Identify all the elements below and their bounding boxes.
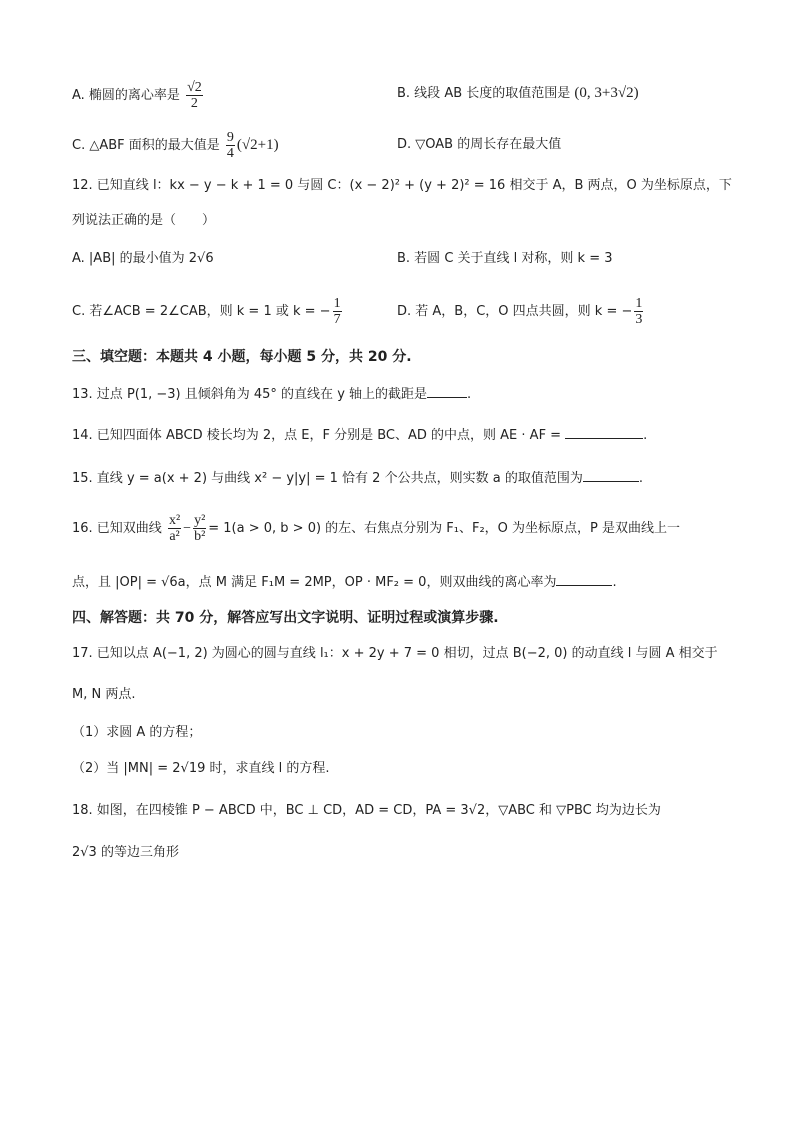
- q11-b-value: (0, 3+3√2): [574, 85, 639, 101]
- section-4-heading: 四、解答题：共 70 分，解答应写出文字说明、证明过程或演算步骤.: [72, 610, 499, 626]
- q16-y-num: y²: [194, 513, 206, 528]
- q18-line2: 2√3 的等边三角形: [72, 845, 179, 860]
- q17-line1: 17. 已知以点 A(−1, 2) 为圆心的圆与直线 l₁：x + 2y + 7 = 0 相切，过点 B(−2, 0) 的动直线 l 与圆 A 相交于: [72, 646, 718, 661]
- q11-a-fraction-den: 2: [190, 96, 198, 111]
- q11-option-b: [397, 84, 639, 103]
- q11-option-b-text: B. 线段 AB 长度的取值范围是: [397, 86, 571, 101]
- q11-option-c: [72, 130, 279, 161]
- q14-text: 14. 已知四面体 ABCD 棱长均为 2，点 E，F 分别是 BC、AD 的中点，则 AE · AF =: [72, 428, 562, 443]
- q16-answer-blank: [556, 572, 612, 586]
- q14: 14. 已知四面体 ABCD 棱长均为 2，点 E，F 分别是 BC、AD 的中点，则 AE · AF = .: [72, 425, 647, 445]
- q13: 13. 过点 P(1, −3) 且倾斜角为 45° 的直线在 y 轴上的截距是 .: [72, 384, 471, 404]
- q16-x-den: a²: [169, 529, 180, 544]
- q12-option-b: B. 若圆 C 关于直线 l 对称，则 k = 3: [397, 251, 613, 266]
- q17-part1: （1）求圆 A 的方程；: [72, 725, 202, 740]
- q16-y-den: b²: [194, 529, 206, 544]
- q12-c-fraction-num: 1: [333, 296, 341, 311]
- q15-text: 15. 直线 y = a(x + 2) 与曲线 x² − y|y| = 1 恰有 2 个公共点，则实数 a 的取值范围为: [72, 471, 583, 486]
- q11-option-a: [72, 80, 205, 111]
- q16-x-num: x²: [168, 513, 181, 528]
- q16-line1: 16. 已知双曲线 $\frac{\text{x²}}{\text{a²}}$ − $\frac{\text{y²}}{\text{b²}}$ = 1(a > 0, b > 0) 的左、右焦点分别为 F₁、F₂，O 为坐标原点，P 是双曲线上一: [72, 513, 681, 544]
- q12-option-c: [72, 296, 344, 327]
- section-3-heading: 三、填空题：本题共 4 小题，每小题 5 分，共 20 分.: [72, 349, 412, 365]
- q18-line1: 18. 如图，在四棱锥 P − ABCD 中，BC ⊥ CD，AD = CD，PA = 3√2，▽ABC 和 ▽PBC 均为边长为: [72, 803, 661, 818]
- q12-option-c-text: C. 若∠ACB = 2∠CAB，则 k = 1 或 k = −: [72, 304, 331, 319]
- q11-option-a-text: A. 椭圆的离心率是: [72, 88, 180, 103]
- q15: 15. 直线 y = a(x + 2) 与曲线 x² − y|y| = 1 恰有 2 个公共点，则实数 a 的取值范围为 .: [72, 468, 643, 488]
- q12-d-fraction-num: 1: [635, 296, 643, 311]
- q16-line2: 点，且 |OP| = √6a，点 M 满足 F₁M = 2MP，OP · MF₂ = 0，则双曲线的离心率为 .: [72, 572, 617, 592]
- q12-c-fraction-den: 7: [333, 312, 341, 327]
- q16-pre: 16. 已知双曲线: [72, 521, 162, 536]
- q17-line2: M, N 两点.: [72, 687, 136, 702]
- q13-answer-blank: [427, 384, 467, 398]
- q11-option-c-text: C. △ABF 面积的最大值是: [72, 138, 220, 153]
- q13-text: 13. 过点 P(1, −3) 且倾斜角为 45° 的直线在 y 轴上的截距是: [72, 387, 428, 402]
- q12-option-a: A. |AB| 的最小值为 2√6: [72, 251, 214, 266]
- q12-option-d-text: D. 若 A，B，C，O 四点共圆，则 k = −: [397, 304, 633, 319]
- q11-c-tail: (√2+1): [236, 137, 279, 153]
- q17-part2: （2）当 |MN| = 2√19 时，求直线 l 的方程.: [72, 761, 330, 776]
- q12-option-d: [397, 296, 645, 327]
- q16-line2-text: 点，且 |OP| = √6a，点 M 满足 F₁M = 2MP，OP · MF₂ = 0，则双曲线的离心率为: [72, 575, 557, 590]
- q11-option-d: D. ▽OAB 的周长存在最大值: [397, 137, 562, 152]
- q11-c-fraction-num: 9: [226, 130, 234, 145]
- q16-post: = 1(a > 0, b > 0) 的左、右焦点分别为 F₁、F₂，O 为坐标原点，P 是双曲线上一: [208, 521, 681, 536]
- q15-answer-blank: [583, 468, 639, 482]
- q14-answer-blank: [565, 425, 643, 439]
- q12-line1: 12. 已知直线 l：kx − y − k + 1 = 0 与圆 C：(x − 2)² + (y + 2)² = 16 相交于 A，B 两点，O 为坐标原点，下: [72, 178, 732, 193]
- q12-d-fraction-den: 3: [635, 312, 643, 327]
- q11-c-fraction-den: 4: [226, 146, 234, 161]
- q11-a-fraction-num: √2: [187, 80, 202, 95]
- q12-line2: 列说法正确的是（ ）: [72, 213, 216, 228]
